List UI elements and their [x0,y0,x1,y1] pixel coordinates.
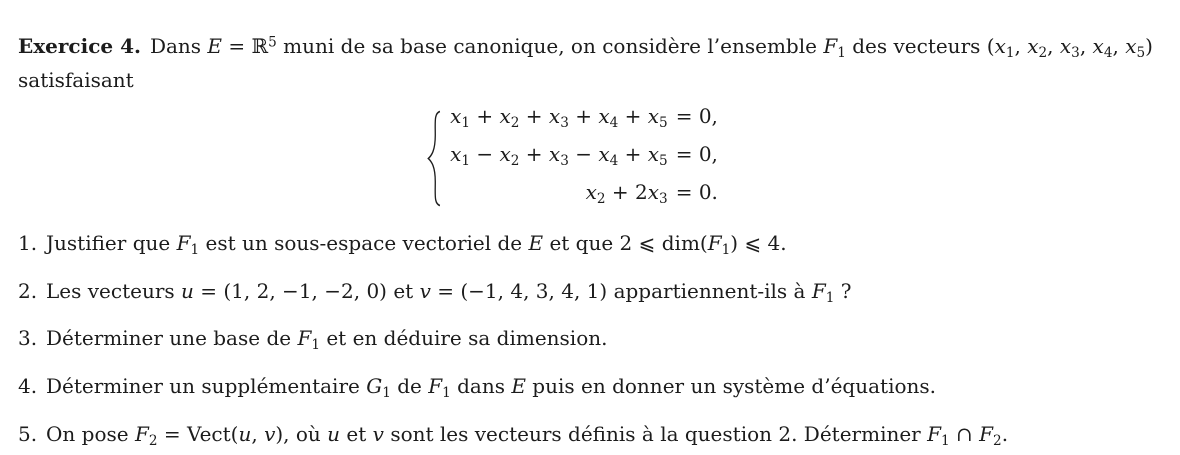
question-number: 1. [18,230,38,255]
exercise-label: Exercice 4. [18,33,141,58]
question-text: Déterminer une base de F1 et en déduire sa dimension. [46,326,608,354]
question-item-3 [18,324,1170,359]
question-item-1 [18,229,1170,264]
equation-system [426,101,718,214]
question-number: 5. [18,421,38,446]
question-text: Justifier que F1 est un sous-espace vectoriel de E et que 2 ⩽ dim(F1) ⩽ 4. [46,230,787,258]
question-item-2 [18,277,1170,312]
equation-1-rhs: = 0, [675,104,718,129]
left-brace-icon [426,110,443,207]
question-number: 3. [18,326,38,351]
question-text: On pose F2 = Vect(u, v), où u et v sont les vecteurs définis à la question 2. Déterminer F1 ∩ F2. [46,421,1009,449]
question-item-5 [18,420,1170,455]
question-text: Les vecteurs u = (1, 2, −1, −2, 0) et v = (−1, 4, 3, 4, 1) appartiennent-ils à F1 ? [46,278,852,306]
question-number: 2. [18,278,38,303]
question-text: Déterminer un supplémentaire G1 de F1 dans E puis en donner un système d’équations. [46,374,937,401]
equation-1-lhs: x1 + x2 + x3 + x4 + x5 [450,104,668,132]
exercise-statement-text: Dans E = ℝ$^5$ muni de sa base canonique, on considère l’ensemble F1 des vecteurs (x1, x2, x3, x4, x5) [149,33,1153,61]
question-number: 4. [18,374,38,399]
equation-system-container [18,101,1170,214]
question-item-4 [18,372,1170,407]
equation-3-rhs: = 0. [675,179,718,204]
equation-3-lhs: x2 + 2x3 [585,179,668,207]
equation-grid [450,101,718,214]
equation-2-lhs: x1 − x2 + x3 − x4 + x5 [450,142,668,169]
equation-2-rhs: = 0, [675,142,718,167]
exercise-statement-line2: satisfaisant [18,68,134,93]
exercise-statement-line1 [18,28,1170,66]
questions-list [18,229,1170,455]
